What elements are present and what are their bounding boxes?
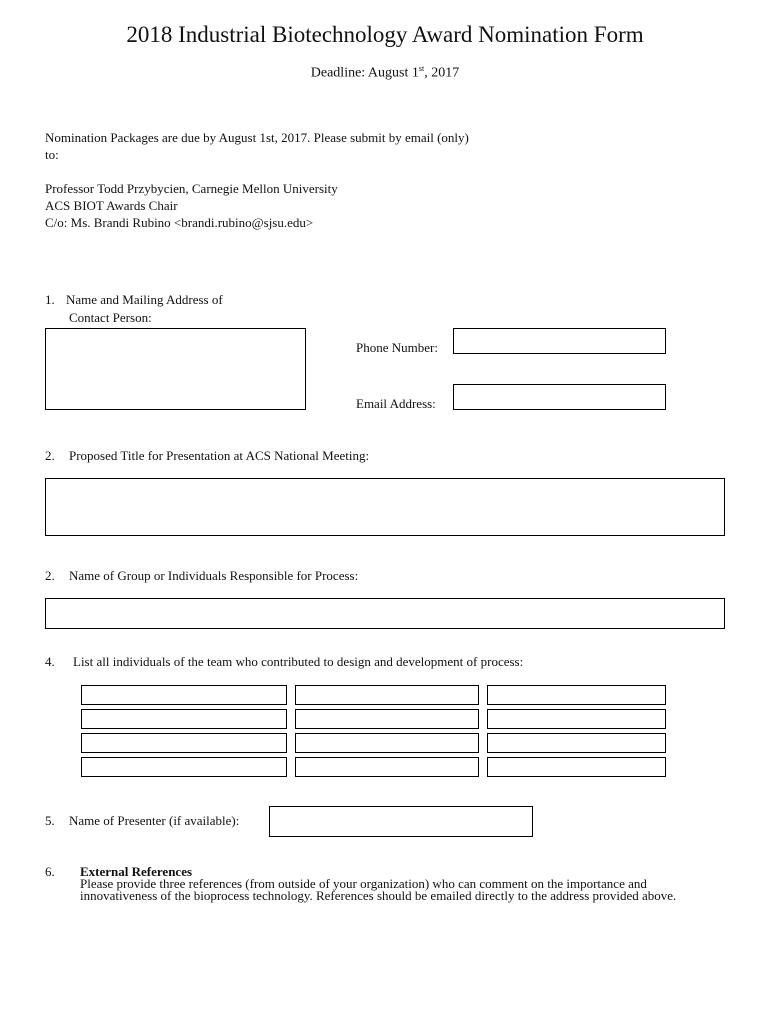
external-references-heading: External References — [80, 864, 193, 879]
section-1-label-1: Name and Mailing Address of — [66, 292, 223, 307]
section-6-line-2: innovativeness of the bioprocess technology. References should be emailed directly to the address provided above. — [80, 888, 677, 903]
contact-line-2: ACS BIOT Awards Chair — [45, 198, 178, 213]
section-5-number: 5. — [45, 813, 55, 828]
section-1-number: 1. — [45, 292, 55, 307]
deadline-sup: st — [418, 64, 425, 73]
section-4-number: 4. — [45, 654, 55, 669]
team-member-field[interactable] — [295, 709, 479, 729]
deadline-suffix: , 2017 — [424, 65, 460, 81]
intro-line-2: to: — [45, 147, 59, 162]
presenter-name-field[interactable] — [269, 806, 533, 837]
deadline — [0, 64, 770, 82]
phone-field[interactable] — [453, 328, 666, 354]
team-member-field[interactable] — [81, 733, 287, 753]
intro-line-1: Nomination Packages are due by August 1st, 2017. Please submit by email (only) — [45, 130, 469, 145]
section-2b-label: Name of Group or Individuals Responsible for Process: — [69, 568, 359, 583]
team-member-field[interactable] — [487, 709, 666, 729]
section-2a-number: 2. — [45, 448, 55, 463]
team-member-field[interactable] — [487, 733, 666, 753]
team-member-field[interactable] — [81, 757, 287, 777]
presentation-title-field[interactable] — [45, 478, 725, 536]
contact-line-1: Professor Todd Przybycien, Carnegie Mellon University — [45, 181, 338, 196]
form-title: 2018 Industrial Biotechnology Award Nomination Form — [126, 22, 644, 47]
team-member-field[interactable] — [81, 685, 287, 705]
phone-label: Phone Number: — [356, 340, 438, 355]
team-member-field[interactable] — [487, 685, 666, 705]
group-responsible-field[interactable] — [45, 598, 725, 629]
section-1-label-2: Contact Person: — [69, 310, 152, 325]
team-member-field[interactable] — [487, 757, 666, 777]
team-member-field[interactable] — [295, 733, 479, 753]
email-field[interactable] — [453, 384, 666, 410]
contact-line-3: C/o: Ms. Brandi Rubino <brandi.rubino@sjsu.edu> — [45, 215, 314, 230]
email-label: Email Address: — [356, 396, 436, 411]
contact-address-field[interactable] — [45, 328, 306, 410]
section-5-label: Name of Presenter (if available): — [69, 813, 240, 828]
section-2a-label: Proposed Title for Presentation at ACS National Meeting: — [69, 448, 370, 463]
team-member-field[interactable] — [81, 709, 287, 729]
section-6-line-1: Please provide three references (from outside of your organization) who can comment on the importance and — [80, 876, 647, 891]
section-4-label: List all individuals of the team who contributed to design and development of process: — [73, 654, 524, 669]
section-2b-number: 2. — [45, 568, 55, 583]
team-member-field[interactable] — [295, 757, 479, 777]
deadline-prefix: Deadline: August 1 — [310, 65, 419, 81]
section-6-number: 6. — [45, 864, 55, 879]
team-member-field[interactable] — [295, 685, 479, 705]
